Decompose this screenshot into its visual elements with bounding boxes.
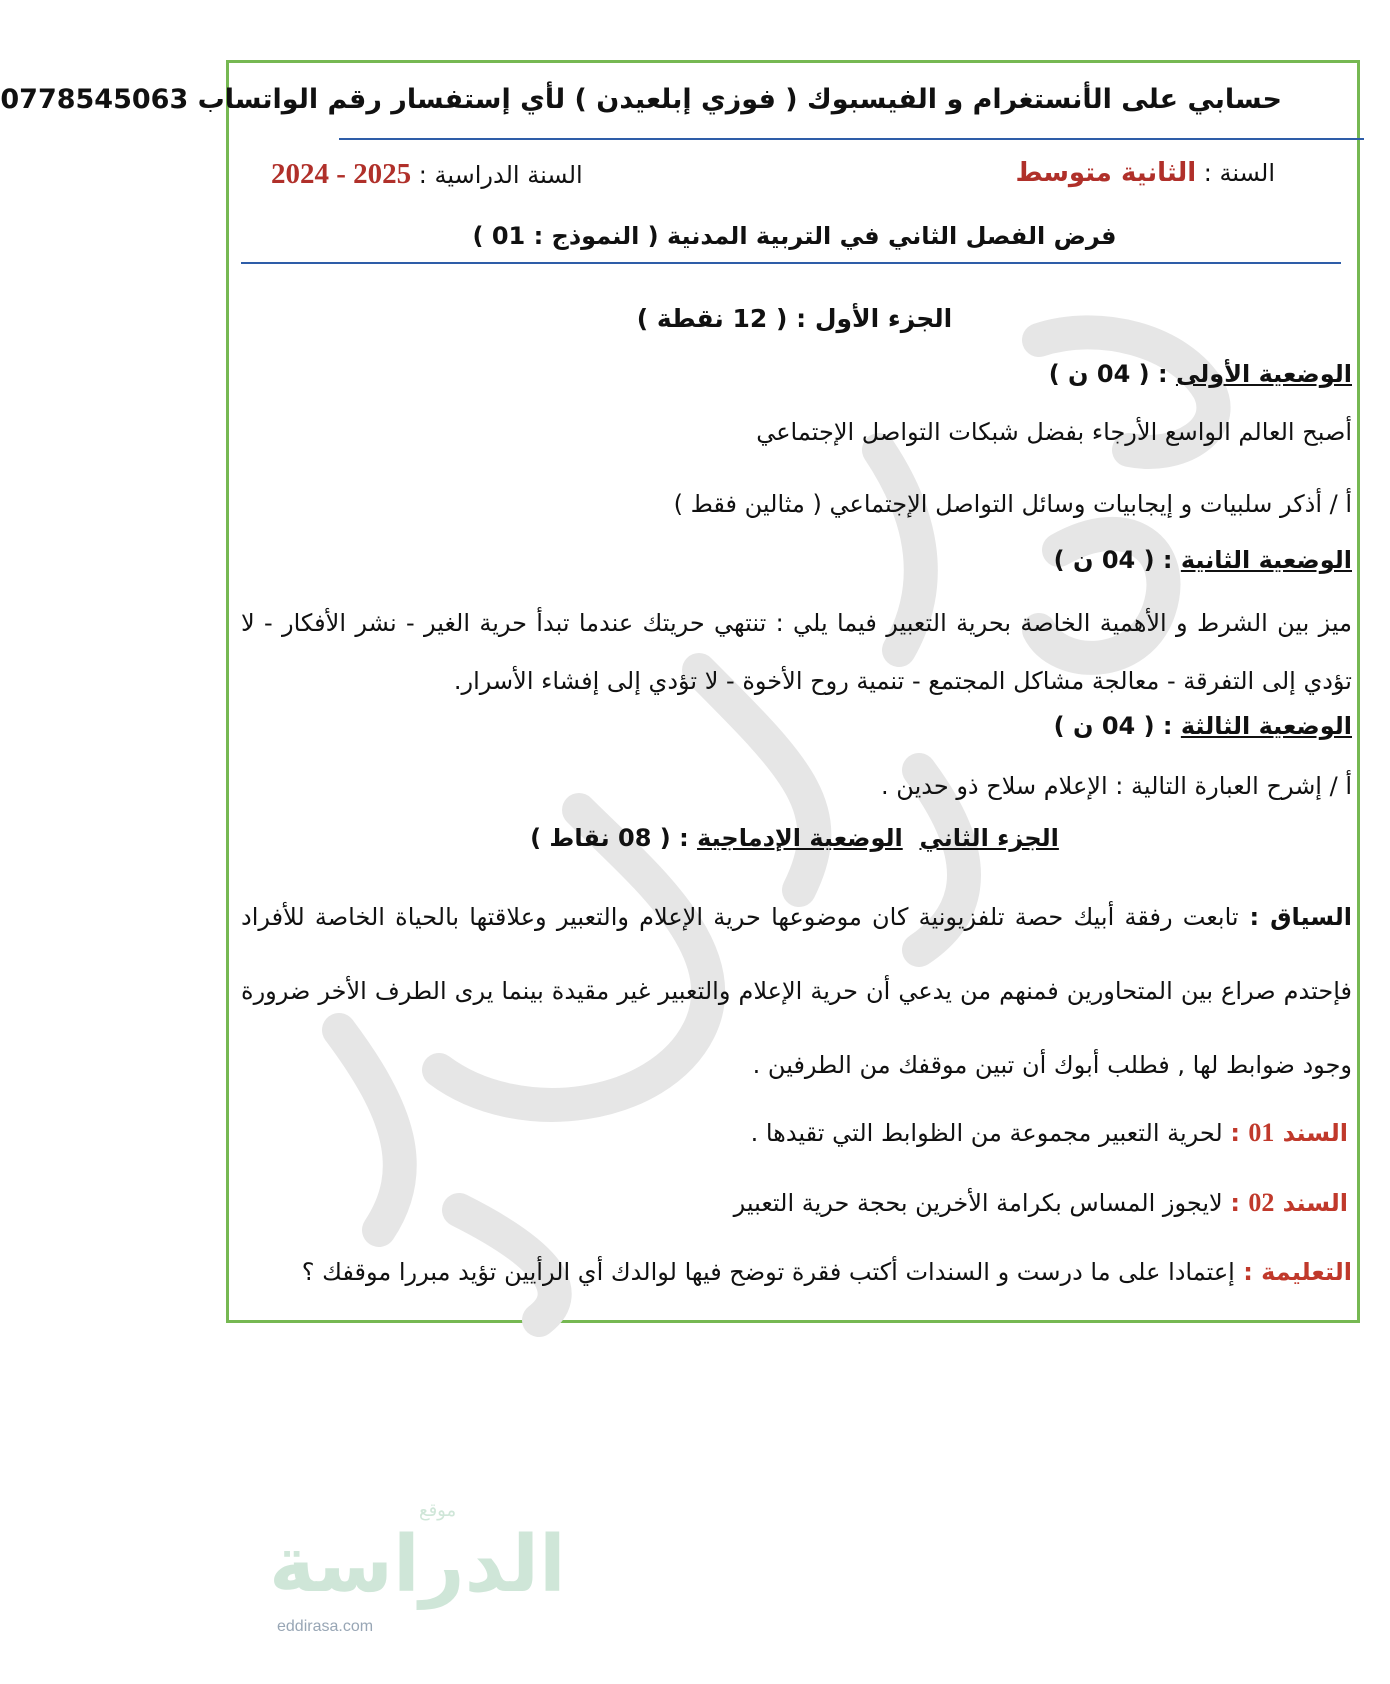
level-line bbox=[1015, 158, 1275, 188]
situation2-text: ميز بين الشرط و الأهمية الخاصة بحرية التعبير فيما يلي : تنتهي حريتك عندما تبدأ حرية الغير - نشر الأفكار - لا تؤدي إلى التفرقة - معالجة مشاكل المجتمع - تنمية روح الأخوة - لا تؤدي إلى إفشاء الأسرار. bbox=[241, 609, 1352, 695]
instruction-line bbox=[302, 1258, 1352, 1286]
document2-text: لايجوز المساس بكرامة الأخرين بحجة حرية التعبير bbox=[733, 1189, 1231, 1217]
study-year-value: 2024 - 2025 bbox=[271, 158, 412, 190]
part2-title-b: الوضعية الإدماجية bbox=[697, 824, 903, 852]
situation1-title bbox=[1049, 360, 1352, 388]
title-rule bbox=[241, 262, 1341, 264]
instruction-label: التعليمة : bbox=[1234, 1258, 1352, 1286]
part2-points: : ( 08 نقاط ) bbox=[530, 824, 698, 852]
context-text: تابعت رفقة أبيك حصة تلفزيونية كان موضوعها حرية الإعلام والتعبير وعلاقتها بالحياة الخاصة للأفراد فإحتدم صراع بين المتحاورين فمنهم من يدعي أن حرية الإعلام والتعبير غير مقيدة بينما يرى الطرف الأخر ضرورة وجود ضوابط لها , فطلب أبوك أن تبين موقفك من الطرفين . bbox=[241, 903, 1352, 1079]
level-label: السنة : bbox=[1196, 159, 1275, 187]
document2-line: السند 02 : لايجوز المساس بكرامة الأخرين بحجة حرية التعبير bbox=[733, 1188, 1348, 1217]
study-year-label: السنة الدراسية : bbox=[411, 161, 583, 189]
document1-label: السند bbox=[1274, 1119, 1348, 1147]
situation1-points: : ( 04 ن ) bbox=[1048, 360, 1176, 388]
situation3-title bbox=[1054, 712, 1352, 740]
logo-small-text: موقع bbox=[419, 1500, 457, 1521]
header-rule bbox=[339, 138, 1364, 140]
document1-number: 01 bbox=[1248, 1118, 1275, 1147]
part2-title-a: الجزء الثاني bbox=[919, 824, 1059, 852]
situation2-label: الوضعية الثانية bbox=[1180, 546, 1352, 574]
situation1-question: أ / أذكر سلبيات و إيجابيات وسائل التواصل الإجتماعي ( مثالين فقط ) bbox=[673, 490, 1352, 518]
document2-label: السند bbox=[1274, 1189, 1348, 1217]
level-value: الثانية متوسط bbox=[1015, 158, 1197, 188]
context-paragraph bbox=[241, 880, 1352, 1102]
situation3-label: الوضعية الثالثة bbox=[1180, 712, 1352, 740]
document1-text: لحرية التعبير مجموعة من الظوابط التي تقيدها . bbox=[750, 1119, 1231, 1147]
situation3-points: : ( 04 ن ) bbox=[1053, 712, 1181, 740]
situation2-title bbox=[1054, 546, 1352, 574]
situation2-points: : ( 04 ن ) bbox=[1053, 546, 1181, 574]
document2-number: 02 bbox=[1248, 1188, 1275, 1217]
watermark-text: فوزي إبلعيدن bbox=[190, 235, 279, 254]
situation1-text: أصبح العالم الواسع الأرجاء بفضل شبكات التواصل الإجتماعي bbox=[756, 418, 1352, 446]
contact-line: حسابي على الأنستغرام و الفيسبوك ( فوزي إبلعيدن ) لأي إستفسار رقم الواتساب 0778545063 bbox=[0, 84, 1282, 115]
document1-line: السند 01 : لحرية التعبير مجموعة من الظوابط التي تقيدها . bbox=[750, 1118, 1348, 1147]
part1-title: الجزء الأول : ( 12 نقطة ) bbox=[636, 304, 953, 333]
context-label: السياق : bbox=[1238, 903, 1353, 931]
situation3-question: أ / إشرح العبارة التالية : الإعلام سلاح ذو حدين . bbox=[881, 772, 1352, 800]
site-logo bbox=[259, 1500, 619, 1635]
situation1-label: الوضعية الأولى bbox=[1175, 360, 1352, 388]
part2-title bbox=[199, 824, 1390, 852]
exam-title: فرض الفصل الثاني في التربية المدنية ( النموذج : 01 ) bbox=[472, 222, 1117, 250]
logo-site-url: eddirasa.com bbox=[277, 1618, 374, 1635]
instruction-text: إعتمادا على ما درست و السندات أكتب فقرة توضح فيها لوالدك أي الرأيين تؤيد مبررا موقفك ؟ bbox=[301, 1258, 1235, 1286]
study-year-line bbox=[271, 158, 583, 191]
logo-arabic-text: الدراسة bbox=[269, 1520, 566, 1610]
